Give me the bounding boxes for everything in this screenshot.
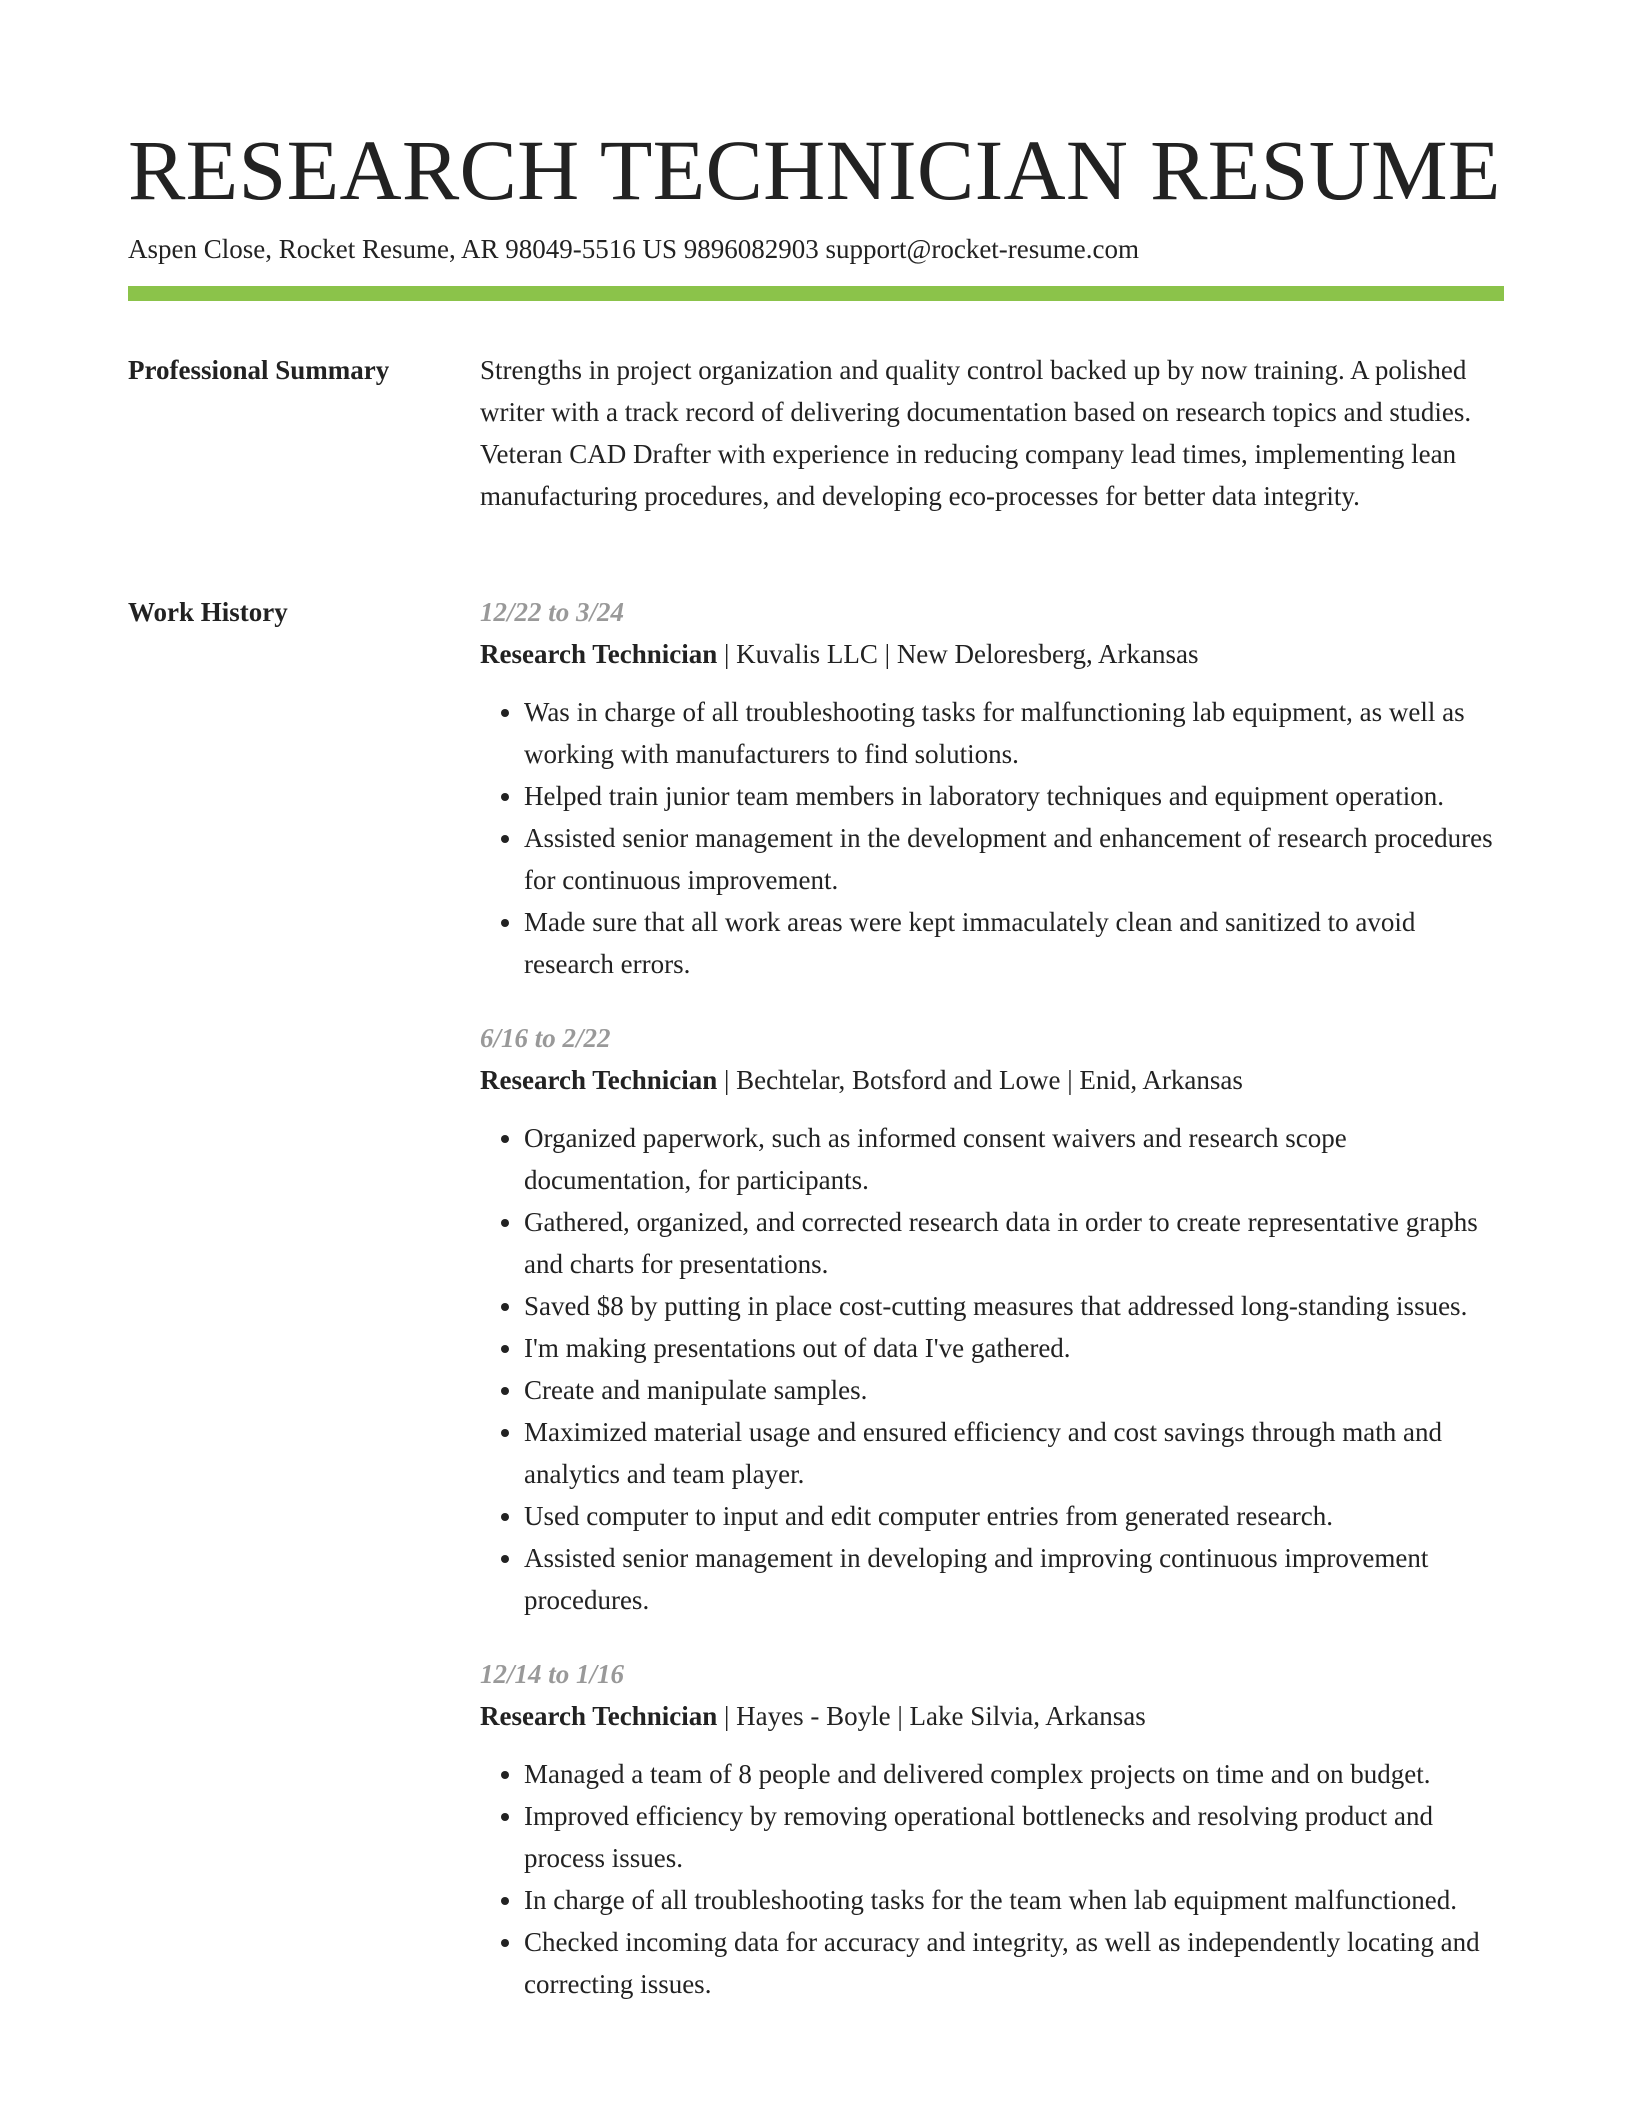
list-item: • Saved $8 by putting in place cost-cutting measures that addressed long-standing issues. — [524, 1285, 1504, 1327]
job-details: | Hayes - Boyle | Lake Silvia, Arkansas — [717, 1701, 1146, 1731]
job-dates: 12/22 to 3/24 — [480, 597, 625, 627]
work-history-section — [480, 591, 1504, 2005]
list-item: • Gathered, organized, and corrected research data in order to create representative graphs and charts for presentations. — [524, 1201, 1504, 1285]
job-bullets — [480, 1117, 1504, 1621]
list-item: • Helped train junior team members in laboratory techniques and equipment operation. — [524, 775, 1504, 817]
job-details: | Bechtelar, Botsford and Lowe | Enid, Arkansas — [717, 1065, 1243, 1095]
job-entry — [480, 591, 1504, 985]
list-item: • Improved efficiency by removing operational bottlenecks and resolving product and process issues. — [524, 1795, 1504, 1879]
list-item: • Checked incoming data for accuracy and integrity, as well as independently locating and correcting issues. — [524, 1921, 1504, 2005]
summary-text: Strengths in project organization and quality control backed up by now training. A polished writer with a track record of delivering documentation based on research topics and studies. Veteran CAD Drafter with experience in reducing company lead times, implementing lean manufacturing procedures, and developing eco-processes for better data integrity. — [480, 355, 1472, 511]
list-item: • Used computer to input and edit computer entries from generated research. — [524, 1495, 1504, 1537]
job-bullets — [480, 1753, 1504, 2005]
list-item: • Assisted senior management in developing and improving continuous improvement procedures. — [524, 1537, 1504, 1621]
job-dates: 12/14 to 1/16 — [480, 1659, 625, 1689]
job-entry — [480, 1653, 1504, 2005]
job-dates: 6/16 to 2/22 — [480, 1023, 611, 1053]
list-item: • Organized paperwork, such as informed consent waivers and research scope documentation, for participants. — [524, 1117, 1504, 1201]
list-item: • Managed a team of 8 people and delivered complex projects on time and on budget. — [524, 1753, 1504, 1795]
list-item: • Maximized material usage and ensured efficiency and cost savings through math and analytics and team player. — [524, 1411, 1504, 1495]
job-role: Research Technician — [480, 1701, 718, 1731]
list-item: • Create and manipulate samples. — [524, 1369, 1504, 1411]
contact-line: Aspen Close, Rocket Resume, AR 98049-5516 US 9896082903 support@rocket-resume.com — [128, 234, 1139, 264]
job-role: Research Technician — [480, 639, 718, 669]
resume-title: RESEARCH TECHNICIAN RESUME — [128, 122, 1501, 218]
list-item: • Assisted senior management in the development and enhancement of research procedures for continuous improvement. — [524, 817, 1504, 901]
job-role: Research Technician — [480, 1065, 718, 1095]
list-item: • Was in charge of all troubleshooting tasks for malfunctioning lab equipment, as well as working with manufacturers to find solutions. — [524, 691, 1504, 775]
job-entry — [480, 1017, 1504, 1621]
job-details: | Kuvalis LLC | New Deloresberg, Arkansas — [717, 639, 1199, 669]
header-divider — [128, 286, 1504, 301]
list-item: • In charge of all troubleshooting tasks for the team when lab equipment malfunctioned. — [524, 1879, 1504, 1921]
job-title-line — [480, 633, 1504, 675]
summary-label: Professional Summary — [128, 355, 390, 385]
summary-section — [480, 349, 1504, 517]
job-bullets — [480, 691, 1504, 985]
job-title-line — [480, 1059, 1504, 1101]
list-item: • Made sure that all work areas were kept immaculately clean and sanitized to avoid research errors. — [524, 901, 1504, 985]
list-item: • I'm making presentations out of data I've gathered. — [524, 1327, 1504, 1369]
work-history-label: Work History — [128, 597, 288, 627]
job-title-line — [480, 1695, 1504, 1737]
